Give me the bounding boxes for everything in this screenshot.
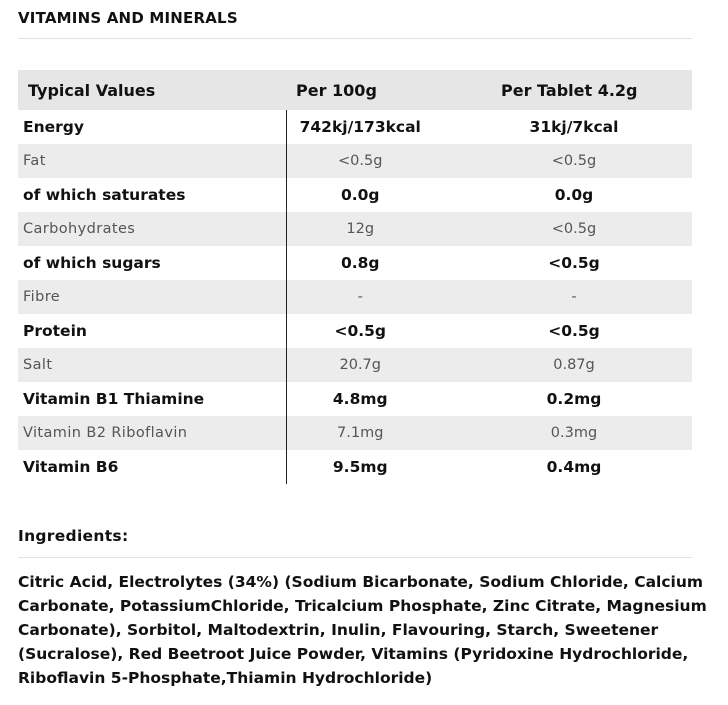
table-row (18, 178, 692, 212)
row-label: Energy (23, 118, 84, 136)
row-per-tablet: 0.4mg (546, 458, 602, 476)
ingredients-text: Citric Acid, Electrolytes (34%) (Sodium Bicarbonate, Sodium Chloride, Calcium Carbonate, PotassiumChloride, Tricalcium Phosphate, Zinc Citrate, Magnesium Carbonate), Sorbitol, Maltodextrin, Inulin, Flavouring, Starch, Sweetener (Sucralose), Red Beetroot Juice Powder, Vitamins (Pyridoxine Hydrochloride, Riboflavin 5-Phosphate,Thiamin Hydrochloride) (18, 573, 707, 687)
row-per-100g: 0.0g (286, 178, 474, 212)
row-per-tablet: - (474, 280, 692, 314)
row-per-100g: 7.1mg (286, 416, 474, 450)
row-label: of which saturates (23, 186, 186, 204)
row-label: Salt (18, 348, 286, 382)
title-divider (18, 38, 692, 39)
row-per-tablet: 0.87g (474, 348, 692, 382)
table-row (18, 382, 692, 416)
table-row (18, 212, 692, 246)
row-per-100g: 4.8mg (286, 382, 474, 416)
table-row (18, 110, 692, 144)
row-label: Fibre (18, 280, 286, 314)
row-per-tablet: 0.2mg (546, 390, 602, 408)
row-label: Vitamin B6 (23, 458, 119, 476)
row-per-100g: 12g (286, 212, 474, 246)
row-per-tablet: <0.5g (474, 144, 692, 178)
row-per-tablet: 0.0g (554, 186, 594, 204)
row-per-100g: <0.5g (286, 314, 474, 348)
row-per-tablet: <0.5g (474, 212, 692, 246)
row-per-tablet: <0.5g (548, 254, 600, 272)
header-typical-values: Typical Values (18, 70, 286, 110)
row-per-tablet: 0.3mg (474, 416, 692, 450)
ingredients-title: Ingredients: (18, 527, 129, 545)
row-per-100g: <0.5g (286, 144, 474, 178)
row-label: Carbohydrates (18, 212, 286, 246)
table-header-row (18, 70, 692, 110)
table-row (18, 348, 692, 382)
table-row (18, 450, 692, 484)
row-label: Protein (23, 322, 87, 340)
table-row (18, 246, 692, 280)
header-per-100g: Per 100g (286, 70, 474, 110)
nutrition-table (18, 70, 692, 484)
table-row (18, 144, 692, 178)
row-per-100g: 742kj/173kcal (286, 110, 474, 144)
table-row (18, 416, 692, 450)
table-row (18, 314, 692, 348)
row-per-100g: 0.8g (286, 246, 474, 280)
row-per-100g: - (286, 280, 474, 314)
row-label: Vitamin B1 Thiamine (23, 390, 205, 408)
ingredients-divider (18, 557, 692, 558)
section-title: VITAMINS AND MINERALS (18, 9, 238, 27)
nutrition-table-body (18, 110, 692, 484)
row-per-100g: 9.5mg (286, 450, 474, 484)
row-per-tablet: 31kj/7kcal (529, 118, 619, 136)
row-label: Vitamin B2 Riboflavin (18, 416, 286, 450)
table-row (18, 280, 692, 314)
header-per-tablet: Per Tablet 4.2g (474, 70, 692, 110)
row-per-tablet: <0.5g (548, 322, 600, 340)
row-label: Fat (18, 144, 286, 178)
row-per-100g: 20.7g (286, 348, 474, 382)
row-label: of which sugars (23, 254, 161, 272)
